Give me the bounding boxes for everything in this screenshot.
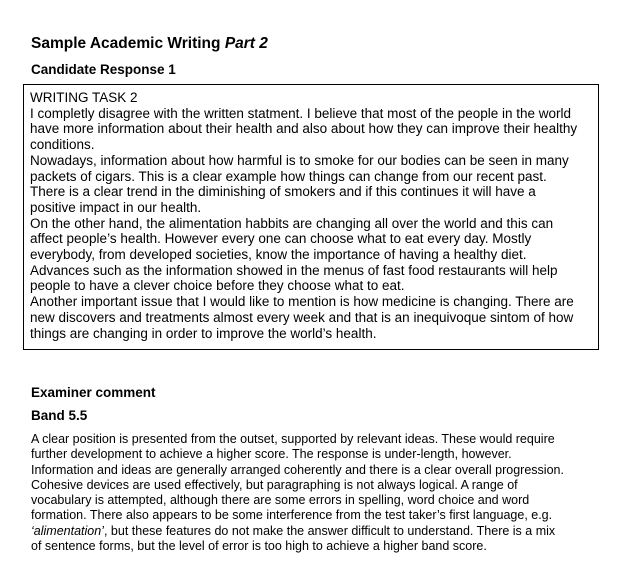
comment-line: formation. There also appears to be some interference from the test taker’s first language, e.g.: [31, 508, 553, 523]
response-line: people to have a clever choice before they choose what to eat.: [30, 278, 405, 294]
response-line: have more information about their health and also about how they can improve their healthy: [30, 121, 578, 137]
candidate-response-box: [23, 84, 599, 350]
response-line: Nowadays, information about how harmful is to smoke for our bodies can be seen in many: [30, 152, 569, 168]
response-line: I completly disagree with the written statment. I believe that most of the people in the world: [30, 105, 572, 121]
response-line: affect people’s health. However every one can choose what to eat every day. Mostly: [30, 231, 532, 247]
response-line: positive impact in our health.: [30, 199, 202, 215]
examiner-comment-body: [31, 432, 611, 554]
document-title: [31, 35, 268, 53]
comment-example-word: ‘alimentation’: [31, 523, 104, 538]
response-line: Advances such as the information showed in the menus of fast food restaurants will help: [30, 262, 558, 278]
response-line: WRITING TASK 2: [30, 90, 138, 105]
comment-line: vocabulary is attempted, although there are some errors in spelling, word choice and word: [31, 493, 530, 508]
examiner-comment-heading: Examiner comment: [31, 385, 156, 400]
response-line: packets of cigars. This is a clear example how things can change from our recent past.: [30, 168, 547, 184]
response-line: Another important issue that I would like to mention is how medicine is changing. There are: [30, 294, 574, 310]
comment-line-rest: , but these features do not make the answer difficult to understand. There is a mix: [103, 523, 556, 538]
response-line: things are changing in order to improve the world’s health.: [30, 325, 377, 341]
response-line: There is a clear trend in the diminishing of smokers and if this continues it will have a: [30, 184, 536, 200]
title-part-text: Part 2: [224, 35, 268, 52]
comment-line: Information and ideas are generally arranged coherently and there is a clear overall progression.: [31, 462, 564, 477]
response-line: everybody, from developed societies, know the importance of having a healthy diet.: [30, 247, 527, 263]
response-line: conditions.: [30, 137, 95, 153]
comment-line: further development to achieve a higher score. The response is under-length, however.: [31, 447, 512, 462]
title-main-text: Sample Academic Writing: [31, 35, 225, 52]
comment-line: Cohesive devices are used effectively, but paragraphing is not always logical. A range of: [31, 477, 518, 492]
comment-line: [31, 524, 611, 539]
comment-line: of sentence forms, but the level of error is too high to achieve a higher band score.: [31, 539, 487, 554]
candidate-response-heading: Candidate Response 1: [31, 62, 176, 77]
band-score: Band 5.5: [31, 408, 88, 423]
response-line: new discovers and treatments almost every week and that is an inequivoque sintom of how: [30, 309, 574, 325]
comment-line: A clear position is presented from the outset, supported by relevant ideas. These would require: [31, 432, 555, 446]
response-line: On the other hand, the alimentation habbits are changing all over the world and this can: [30, 215, 554, 231]
